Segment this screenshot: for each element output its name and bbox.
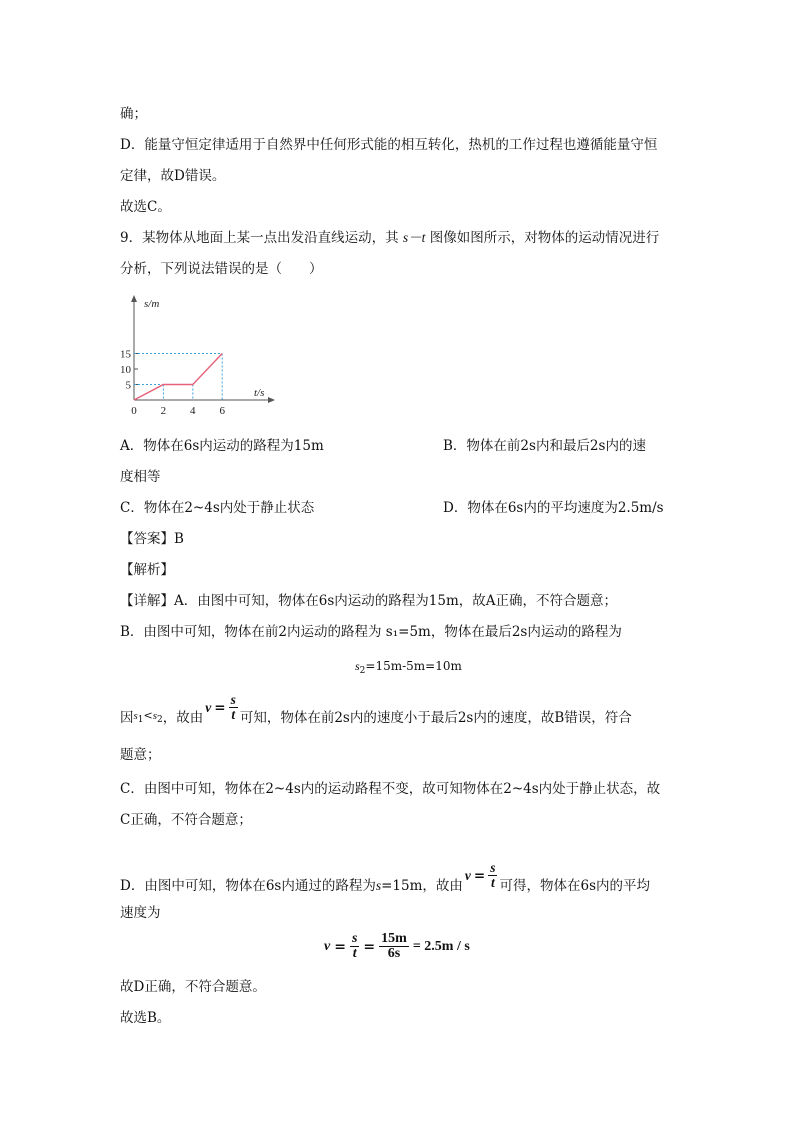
x-axis-arrow [268,397,275,403]
fraction-s-t [350,932,359,961]
detail-c-1: C．由图中可知，物体在2~4s内的运动路程不变，故可知物体在2~4s内处于静止状态，故 [120,781,661,797]
question-9 [120,228,659,248]
var-s: s [375,877,382,893]
option-b-cont: 度相等 [120,469,161,485]
y-tick-label: 15 [120,348,131,361]
subscript: 1 [137,714,144,725]
y-tick-label: 5 [125,379,131,392]
answer-line: 【答案】B [120,531,184,547]
st-label: s－t [402,230,426,245]
question-text-2: 分析，下列说法错误的是（ ） [120,261,323,277]
detail-c-2: C正确，不符合题意； [120,812,252,828]
fraction [488,861,497,890]
detail-b-3: 题意； [120,747,161,763]
result: = 2.5m / s [412,938,470,954]
detail-b-1: B．由图中可知，物体在前2内运动的路程为 s₁=5m，物体在最后2s内运动的路程为 [120,624,622,640]
series-line [134,354,222,401]
option-a: A．物体在6s内运动的路程为15m [120,438,324,454]
detail-d-1 [120,860,651,900]
detail-d-2: 速度为 [120,905,161,921]
equals: = [334,938,346,955]
text: 可得，物体在6s内的平均 [499,877,651,894]
final-answer: 故选B。 [120,1010,171,1026]
denominator: t [490,875,495,890]
numerator: s [230,692,236,707]
s1-lt-s2 [134,706,163,730]
y-axis-arrow [131,295,137,302]
denominator: t [231,707,236,722]
detail-d-conclusion: 故D正确，不符合题意。 [120,979,266,995]
subscript: 2 [359,666,366,676]
text-line: 故选C。 [120,199,171,215]
equation-s2 [355,656,462,681]
numerator: s [490,860,496,875]
var-v: v [324,938,331,954]
equals: = [363,938,376,955]
equals: = [473,867,486,884]
equation-rest: =15m-5m=10m [365,659,462,673]
subscript: 2 [157,714,163,725]
detail-a: 【详解】A．由图中可知，物体在6s内运动的路程为15m，故A正确，不符合题意； [120,593,617,609]
x-tick-label: 0 [131,405,137,417]
var-s1: s [133,709,138,722]
var-v: v [205,699,212,715]
text-line: 定律，故D错误。 [120,168,226,184]
equals: = [214,699,226,716]
var-s: s [355,659,360,673]
var-v: v [464,867,471,883]
denominator: 6s [387,946,401,961]
text: =15m，故由 [381,877,463,894]
x-axis-label: t/s [254,387,265,399]
option-d: D．物体在6s内的平均速度为2.5m/s [443,500,664,516]
x-tick-label: 4 [190,405,196,417]
x-tick-label: 2 [160,405,167,417]
question-text: 9．某物体从地面上某一点出发沿直线运动，其 [120,230,399,246]
text: ，故由 [162,709,204,726]
option-b: B．物体在前2s内和最后2s内的速 [443,438,646,454]
question-text: 图像如图所示，对物体的运动情况进行 [429,230,660,246]
formula-v-s-t [205,693,238,722]
analysis-heading: 【解析】 [120,562,174,578]
y-tick-label: 10 [120,364,131,376]
lt-sign: < [143,708,153,722]
numerator: s [351,931,358,946]
text-line: D．能量守恒定律适用于自然界中任何形式能的相互转化，热机的工作过程也遵循能量守恒 [120,137,658,153]
text: 可知，物体在前2s内的速度小于最后2s内的速度，故B错误，符合 [239,709,632,726]
fraction [229,693,238,722]
detail-b-2 [120,692,632,732]
numerator: 15m [381,931,407,946]
text-line: 确； [120,106,147,122]
final-equation [324,932,470,961]
text: 因 [120,709,134,726]
fraction-15m-6s [379,932,409,961]
x-tick-label: 6 [219,405,225,417]
var-s2: s [152,709,158,722]
formula-v-s-t [465,861,498,890]
y-axis-label: s/m [144,298,160,310]
option-c: C．物体在2~4s内处于静止状态 [120,500,315,516]
st-chart [118,292,278,417]
text: D．由图中可知，物体在6s内通过的路程为 [120,877,376,894]
denominator: t [352,946,357,961]
